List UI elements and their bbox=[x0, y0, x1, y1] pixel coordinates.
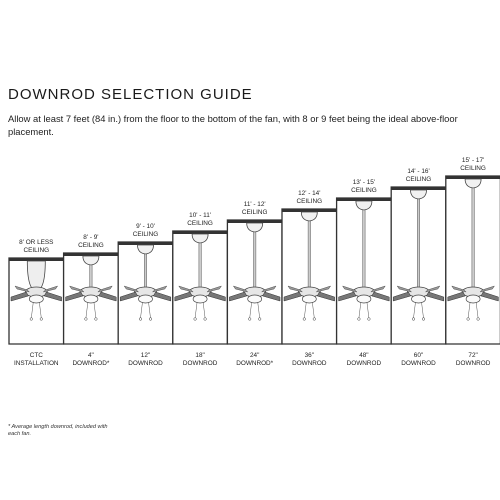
downrod-label: DOWNROD bbox=[128, 360, 163, 367]
downrod bbox=[254, 232, 256, 288]
downrod bbox=[199, 243, 201, 288]
ceiling-line bbox=[227, 220, 282, 223]
page-title: DOWNROD SELECTION GUIDE bbox=[8, 86, 253, 103]
pull-chain-fob bbox=[204, 318, 207, 321]
ceiling-label: CEILING bbox=[23, 247, 50, 254]
pull-chain-fob bbox=[139, 318, 142, 321]
downrod-label: DOWNROD bbox=[292, 360, 327, 367]
downrod-label: 24" bbox=[250, 352, 260, 359]
downrod-label: DOWNROD bbox=[401, 360, 436, 367]
ceiling-line bbox=[391, 187, 446, 190]
panel-7 bbox=[337, 179, 392, 367]
ceiling-line bbox=[446, 176, 500, 179]
downrod-label: DOWNROD* bbox=[72, 360, 110, 367]
ceiling-label: 13' - 15' bbox=[352, 179, 376, 186]
downrod bbox=[363, 210, 365, 288]
light-kit bbox=[193, 295, 207, 303]
light-kit bbox=[466, 295, 480, 303]
panel-2 bbox=[64, 234, 119, 367]
downrod-label: INSTALLATION bbox=[14, 360, 59, 367]
light-kit bbox=[84, 295, 98, 303]
downrod-label: 36" bbox=[304, 352, 314, 359]
panel-5 bbox=[227, 201, 282, 367]
pull-chain-fob bbox=[412, 318, 415, 321]
pull-chain-fob bbox=[248, 318, 251, 321]
pull-chain-fob bbox=[85, 318, 88, 321]
ceiling-label: CEILING bbox=[296, 198, 323, 205]
ceiling-label: CEILING bbox=[132, 231, 159, 238]
ceiling-label: 12' - 14' bbox=[298, 190, 321, 197]
pull-chain-fob bbox=[149, 318, 152, 321]
ceiling-line bbox=[9, 258, 64, 261]
light-kit bbox=[412, 295, 426, 303]
ceiling-label: 8' OR LESS bbox=[19, 239, 54, 246]
downrod-label: DOWNROD bbox=[182, 360, 218, 367]
downrod-label: 12" bbox=[140, 352, 151, 359]
downrod bbox=[472, 188, 474, 288]
downrod-label: DOWNROD bbox=[346, 360, 382, 367]
pull-chain-fob bbox=[422, 318, 425, 321]
ceiling-line bbox=[118, 242, 173, 245]
downrod-label: CTC bbox=[29, 352, 43, 359]
pull-chain-fob bbox=[194, 318, 197, 321]
pull-chain-fob bbox=[477, 318, 480, 321]
downrod bbox=[308, 221, 310, 288]
downrod bbox=[90, 265, 92, 288]
downrod bbox=[144, 254, 146, 288]
light-kit bbox=[302, 295, 316, 303]
ceiling-line bbox=[64, 253, 119, 256]
ceiling-label: CEILING bbox=[460, 165, 486, 172]
ceiling-line bbox=[282, 209, 337, 212]
ceiling-label: CEILING bbox=[78, 242, 104, 249]
downrod-label: DOWNROD bbox=[455, 360, 491, 367]
panel-9 bbox=[446, 157, 500, 367]
pull-chain-fob bbox=[95, 318, 98, 321]
light-kit bbox=[357, 295, 371, 303]
ceiling-label: CEILING bbox=[187, 220, 213, 227]
panel-8 bbox=[391, 168, 446, 367]
pull-chain-fob bbox=[30, 318, 33, 321]
light-kit bbox=[29, 295, 43, 303]
panel-3 bbox=[118, 223, 173, 367]
downrod-label: 4" bbox=[87, 352, 94, 359]
downrod bbox=[417, 199, 419, 288]
ceiling-label: 14' - 16' bbox=[407, 168, 430, 175]
footnote: * Average length downrod, included with each fan. bbox=[8, 424, 108, 438]
ceiling-label: 15' - 17' bbox=[461, 157, 485, 164]
ceiling-label: CEILING bbox=[241, 209, 268, 216]
ceiling-label: 11' - 12' bbox=[243, 201, 266, 208]
downrod-label: DOWNROD* bbox=[236, 360, 274, 367]
light-kit bbox=[139, 295, 153, 303]
panel-1 bbox=[9, 239, 64, 367]
ceiling-label: CEILING bbox=[351, 187, 377, 194]
downrod-label: 60" bbox=[413, 352, 424, 359]
ceiling-label: CEILING bbox=[405, 176, 432, 183]
ceiling-label: 8' - 9' bbox=[83, 234, 99, 241]
pull-chain-fob bbox=[40, 318, 43, 321]
downrod-label: 48" bbox=[359, 352, 369, 359]
ceiling-label: 10' - 11' bbox=[189, 212, 212, 219]
panel-4 bbox=[173, 212, 228, 367]
downrod-label: 72" bbox=[468, 352, 478, 359]
pull-chain-fob bbox=[467, 318, 470, 321]
pull-chain-fob bbox=[313, 318, 316, 321]
pull-chain-fob bbox=[368, 318, 371, 321]
ceiling-line bbox=[173, 231, 228, 234]
pull-chain-fob bbox=[303, 318, 306, 321]
ceiling-line bbox=[337, 198, 392, 201]
panel-6 bbox=[282, 190, 337, 367]
pull-chain-fob bbox=[358, 318, 361, 321]
subtitle-text: Allow at least 7 feet (84 in.) from the floor to the bottom of the fan, with 8 or 9 feet being the ideal above-floor placement. bbox=[8, 113, 458, 137]
light-kit bbox=[248, 295, 262, 303]
downrod-label: 18" bbox=[195, 352, 205, 359]
ceiling-label: 9' - 10' bbox=[136, 223, 155, 230]
pull-chain-fob bbox=[258, 318, 261, 321]
